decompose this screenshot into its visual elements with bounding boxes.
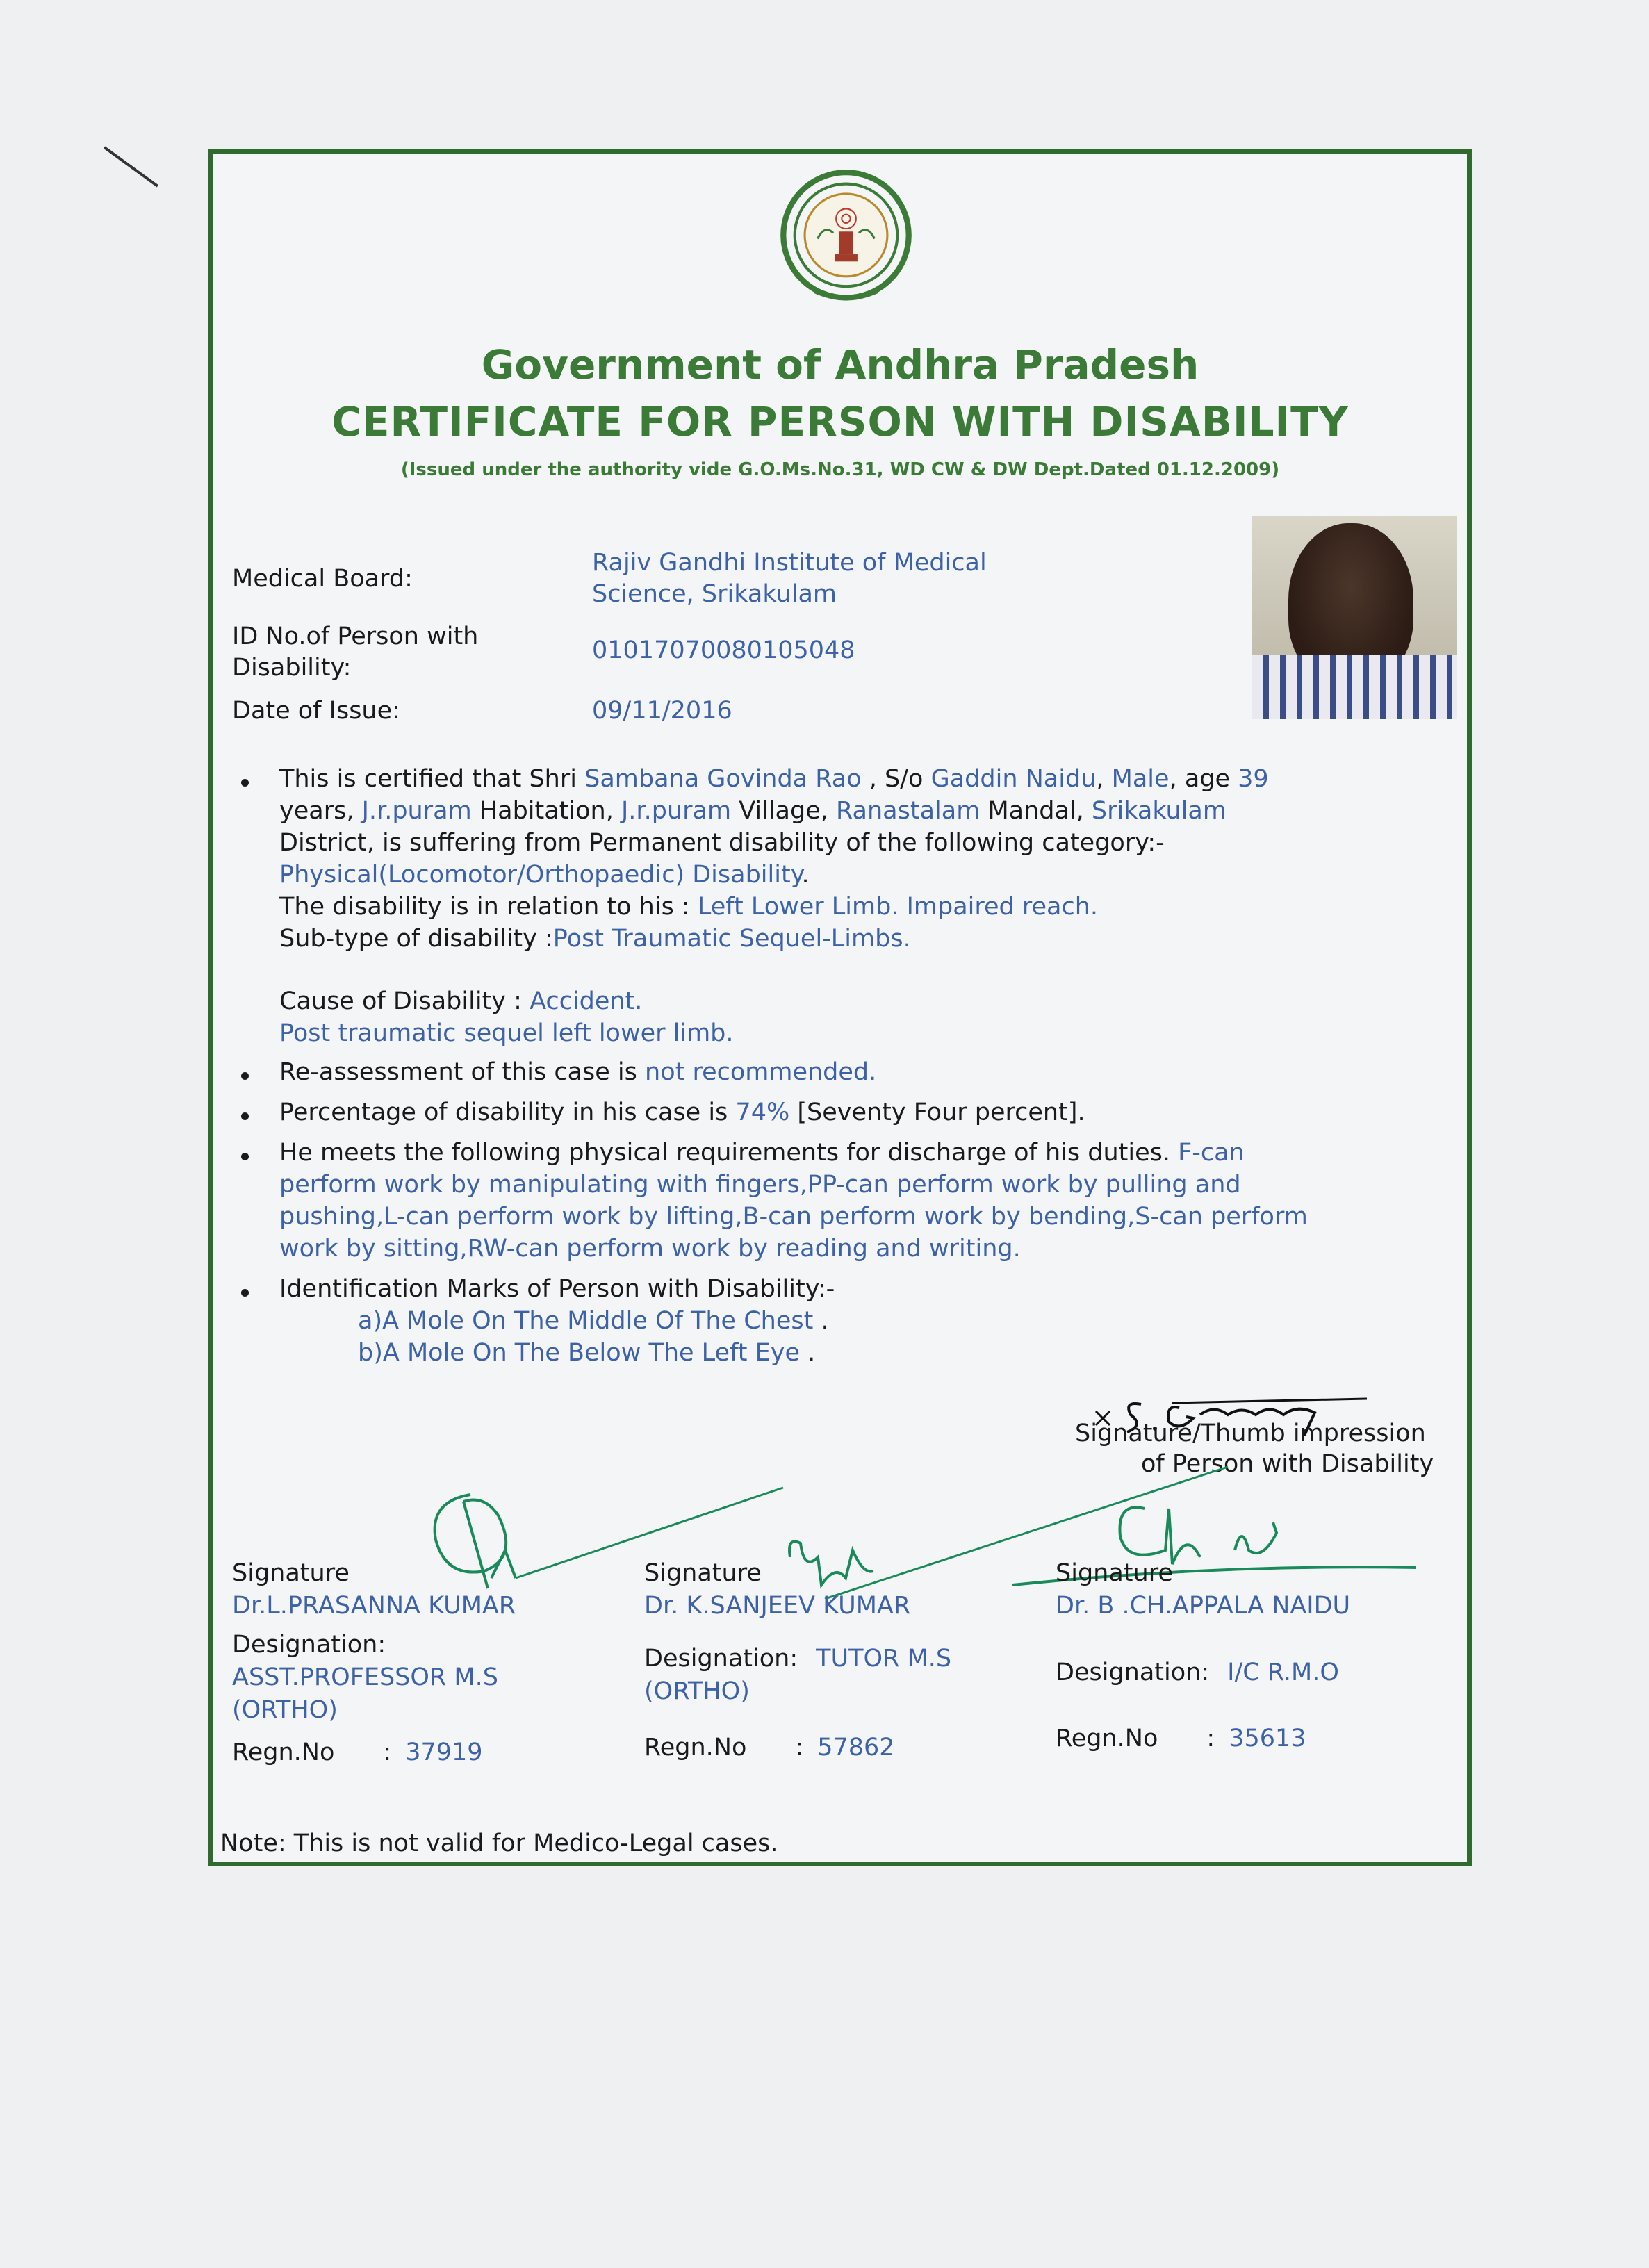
designation-value-line1: ASST.PROFESSOR M.S xyxy=(232,1663,498,1691)
age: 39 xyxy=(1238,765,1269,793)
cause-line: Cause of Disability : Accident. xyxy=(279,987,643,1015)
signatory-name: Dr.L.PRASANNA KUMAR xyxy=(232,1592,516,1620)
signature-label: Signature xyxy=(644,1559,762,1587)
id-label-line2: Disability: xyxy=(232,654,352,682)
subtype-line: Sub-type of disability :Post Traumatic Sequel-Limbs. xyxy=(279,925,911,953)
pen-mark xyxy=(104,146,158,187)
medical-board-value-line1: Rajiv Gandhi Institute of Medical xyxy=(592,549,987,577)
identification-label: Identification Marks of Person with Disability:- xyxy=(279,1275,835,1303)
requirements-line1: He meets the following physical requirements for discharge of his duties. F-can xyxy=(279,1139,1245,1167)
bullet xyxy=(241,1153,249,1160)
signature-label: Signature xyxy=(1056,1559,1173,1587)
id-value: 01017070080105048 xyxy=(592,636,855,664)
bullet xyxy=(241,779,249,787)
regn-value: 37919 xyxy=(405,1739,483,1767)
identification-mark-b: b)A Mole On The Below The Left Eye . xyxy=(358,1339,816,1367)
person-name: Sambana Govinda Rao xyxy=(584,765,862,793)
date-label: Date of Issue: xyxy=(232,697,400,725)
signatory-2 xyxy=(644,1557,951,1764)
requirements-line3: pushing,L-can perform work by lifting,B-can perform work by bending,S-can perform xyxy=(279,1203,1308,1231)
andhra-pradesh-emblem-icon xyxy=(775,167,917,310)
mandal: Ranastalam xyxy=(836,797,981,825)
certificate-frame xyxy=(208,149,1472,1866)
father-name: Gaddin Naidu xyxy=(930,765,1097,793)
relation-value: Left Lower Limb. Impaired reach. xyxy=(697,893,1099,921)
validity-note: Note: This is not valid for Medico-Legal cases. xyxy=(220,1830,778,1857)
signature-label: Signature xyxy=(232,1559,350,1587)
signatory-1 xyxy=(232,1557,516,1770)
certification-line4: Physical(Locomotor/Orthopaedic) Disability. xyxy=(279,861,810,889)
requirements-line4: work by sitting,RW-can perform work by reading and writing. xyxy=(279,1235,1021,1263)
cause-value: Accident. xyxy=(530,987,643,1015)
cause-detail: Post traumatic sequel left lower limb. xyxy=(279,1019,734,1047)
designation-label: Designation: xyxy=(232,1630,386,1659)
applicant-signature-caption-line1: Signature/Thumb impression xyxy=(1075,1420,1426,1447)
percentage-value: 74% xyxy=(735,1099,790,1126)
id-label-line1: ID No.of Person with xyxy=(232,623,479,650)
gender: Male xyxy=(1111,765,1170,793)
regn-value: 35613 xyxy=(1229,1724,1306,1752)
relation-line: The disability is in relation to his : Left Lower Limb. Impaired reach. xyxy=(279,893,1099,921)
bullet xyxy=(241,1112,249,1120)
certification-line3: District, is suffering from Permanent disability of the following category:- xyxy=(279,829,1165,857)
disability-category: Physical(Locomotor/Orthopaedic) Disability xyxy=(279,861,802,889)
district: Srikakulam xyxy=(1091,797,1227,825)
bullet xyxy=(241,1289,249,1297)
identification-mark-a: a)A Mole On The Middle Of The Chest . xyxy=(358,1307,829,1335)
percentage-line: Percentage of disability in his case is 74% [Seventy Four percent]. xyxy=(279,1099,1085,1126)
requirements-line2: perform work by manipulating with fingers,PP-can perform work by pulling and xyxy=(279,1171,1241,1199)
medical-board-label: Medical Board: xyxy=(232,565,413,593)
certification-line1: This is certified that Shri Sambana Govinda Rao , S/o Gaddin Naidu, Male, age 39 xyxy=(279,765,1269,793)
medical-board-value-line2: Science, Srikakulam xyxy=(592,580,837,608)
signatory-name: Dr. K.SANJEEV KUMAR xyxy=(644,1592,911,1620)
regn-row: Regn.No : 37919 xyxy=(232,1739,483,1767)
government-title: Government of Andhra Pradesh xyxy=(481,341,1199,388)
subtype-value: Post Traumatic Sequel-Limbs. xyxy=(552,925,911,953)
regn-value: 57862 xyxy=(817,1734,895,1761)
applicant-signature-caption-line2: of Person with Disability xyxy=(1141,1450,1434,1478)
habitation: J.r.puram xyxy=(361,797,472,825)
certification-line2: years, J.r.puram Habitation, J.r.puram Village, Ranastalam Mandal, Srikakulam xyxy=(279,797,1227,825)
designation-row: Designation: TUTOR M.S xyxy=(644,1644,952,1673)
village: J.r.puram xyxy=(621,797,732,825)
regn-row: Regn.No : 35613 xyxy=(1056,1724,1306,1752)
date-value: 09/11/2016 xyxy=(592,697,732,725)
reassessment-line: Re-assessment of this case is not recommended. xyxy=(279,1058,877,1086)
person-photo xyxy=(1252,516,1457,719)
designation-value-line2: (ORTHO) xyxy=(232,1696,338,1724)
signatory-3 xyxy=(1056,1557,1350,1755)
certificate-title: CERTIFICATE FOR PERSON WITH DISABILITY xyxy=(331,398,1349,445)
designation-row: Designation: I/C R.M.O xyxy=(1056,1658,1339,1686)
authority-line: (Issued under the authority vide G.O.Ms.No.31, WD CW & DW Dept.Dated 01.12.2009) xyxy=(400,459,1280,480)
regn-row: Regn.No : 57862 xyxy=(644,1734,895,1761)
reassessment-value: not recommended. xyxy=(645,1058,877,1086)
bullet xyxy=(241,1072,249,1080)
signatory-name: Dr. B .CH.APPALA NAIDU xyxy=(1056,1592,1351,1620)
designation-value-line2: (ORTHO) xyxy=(644,1677,750,1705)
photo-shirt xyxy=(1252,655,1457,719)
